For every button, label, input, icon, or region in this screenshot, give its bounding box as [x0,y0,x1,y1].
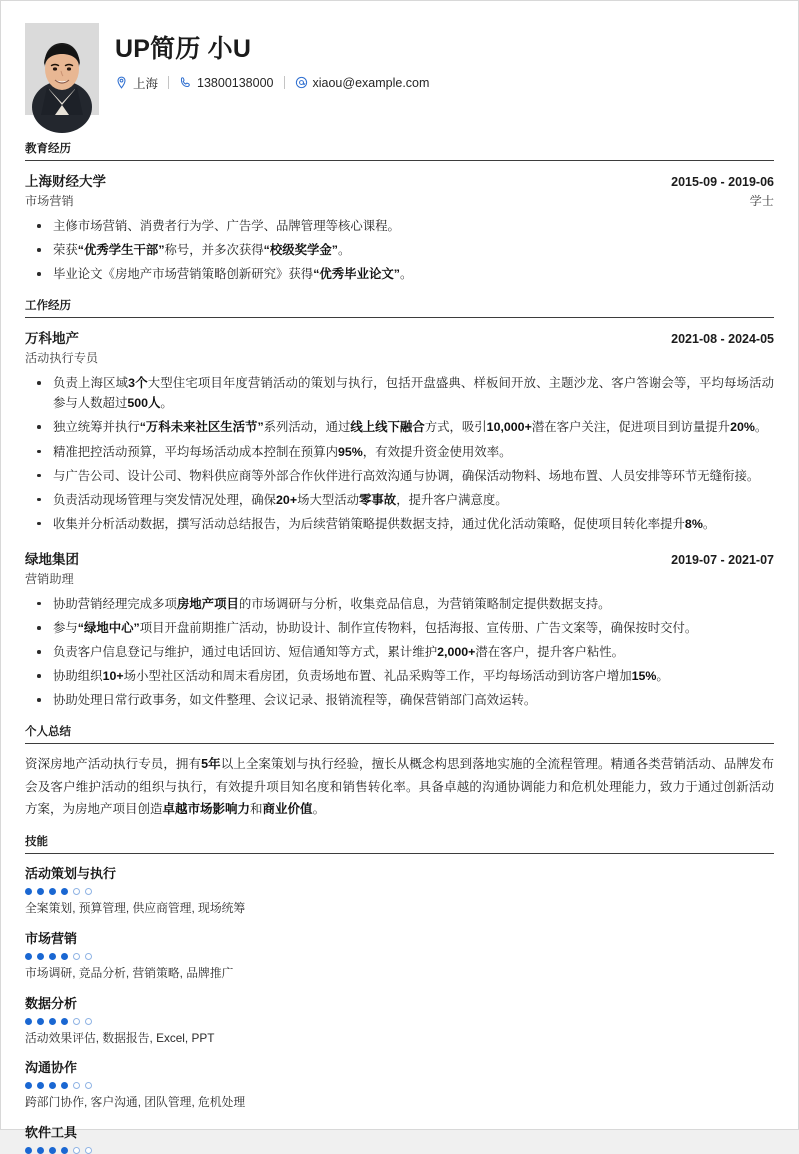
email-at-icon [295,76,308,89]
phone-icon [179,76,192,89]
skill-dot-empty [85,953,92,960]
skill-dot-filled [61,953,68,960]
resume-header [25,23,774,127]
section-title-education: 教育经历 [25,143,71,155]
skill-item [25,1122,774,1154]
skill-dot-filled [49,888,56,895]
work-date-range: 2019-07 - 2021-07 [671,552,774,567]
skill-dot-empty [85,1082,92,1089]
education-bullets [25,216,774,284]
skill-dot-filled [49,1147,56,1154]
list-item: 收集并分析活动数据，撰写活动总结报告，为后续营销策略提供数据支持，通过优化活动策略，促使项目转化率提升8%。 [25,514,774,534]
section-title-skills: 技能 [25,836,48,849]
skill-item [25,993,774,1048]
skill-tags: 跨部门协作, 客户沟通, 团队管理, 危机处理 [25,1095,246,1110]
skill-name: 软件工具 [25,1124,78,1140]
degree: 学士 [749,194,774,208]
skill-dot-filled [61,888,68,895]
skill-dot-empty [85,1147,92,1154]
list-item: 荣获“优秀学生干部”称号，并多次获得“校级奖学金”。 [25,240,774,260]
skill-dot-filled [61,1018,68,1025]
contact-email [295,76,430,90]
contact-email-value: xiaou@example.com [312,75,430,90]
list-item: 负责活动现场管理与突发情况处理，确保20+场大型活动零事故，提升客户满意度。 [25,490,774,510]
skill-name: 市场营销 [25,930,78,946]
skill-dot-filled [37,953,44,960]
contact-separator [168,76,169,89]
work-entry-sub [25,349,774,366]
skill-tags: 全案策划, 预算管理, 供应商管理, 现场统筹 [25,901,246,916]
section-title-summary: 个人总结 [25,726,71,739]
skill-level-dots [25,1018,774,1025]
skill-level-dots [25,1147,774,1154]
contact-row [115,74,429,92]
contact-separator [284,76,285,89]
list-item: 精准把控活动预算，平均每场活动成本控制在预算内95%，有效提升资金使用效率。 [25,442,774,462]
list-item: 负责客户信息登记与维护，通过电话回访、短信通知等方式，累计维护2,000+潜在客户，提升客户粘性。 [25,642,774,662]
work-bullets [25,594,774,710]
work-date-range: 2021-08 - 2024-05 [671,332,774,347]
section-title-work: 工作经历 [25,300,71,313]
skill-name: 沟通协作 [25,1060,78,1076]
work-entry-head [25,327,774,347]
section-divider [25,160,774,161]
skill-name: 活动策划与执行 [25,866,117,882]
education-entry [25,170,774,284]
skill-dot-filled [49,953,56,960]
company-name: 绿地集团 [25,551,79,567]
section-divider [25,743,774,744]
skill-dot-filled [37,888,44,895]
work-entry-head [25,548,774,568]
list-item: 负责上海区域3个大型住宅项目年度营销活动的策划与执行，包括开盘盛典、样板间开放、主题沙龙、客户答谢会等，平均每场活动参与人数超过500人。 [25,373,774,413]
section-divider [25,317,774,318]
section-work [25,297,774,710]
skill-dot-empty [73,1018,80,1025]
skill-dot-filled [37,1018,44,1025]
skill-level-dots [25,1082,774,1089]
skills-list [25,863,774,1154]
work-entry [25,327,774,534]
skill-dot-filled [49,1018,56,1025]
contact-phone [179,76,273,90]
major: 市场营销 [25,194,74,208]
skill-level-dots [25,888,774,895]
contact-location-value: 上海 [133,76,159,91]
school-name: 上海财经大学 [25,174,106,189]
list-item: 参与“绿地中心”项目开盘前期推广活动，协助设计、制作宣传物料，包括海报、宣传册、广告文案等，确保按时交付。 [25,618,774,638]
contact-location [115,74,158,92]
skill-dot-empty [85,1018,92,1025]
section-skills [25,833,774,1154]
section-summary [25,723,774,820]
skill-dot-filled [25,1018,32,1025]
skill-level-dots [25,953,774,960]
skill-tags: 市场调研, 竞品分析, 营销策略, 品牌推广 [25,965,234,980]
list-item: 主修市场营销、消费者行为学、广告学、品牌管理等核心课程。 [25,216,774,236]
skill-dot-filled [25,1147,32,1154]
skill-item [25,928,774,983]
skill-dot-filled [37,1147,44,1154]
list-item: 毕业论文《房地产市场营销策略创新研究》获得“优秀毕业论文”。 [25,264,774,284]
education-entry-sub [25,192,774,209]
list-item: 与广告公司、设计公司、物料供应商等外部合作伙伴进行高效沟通与协调，确保活动物料、场地布置、人员安排等环节无缝衔接。 [25,466,774,486]
skill-name: 数据分析 [25,995,78,1011]
skill-dot-empty [73,1147,80,1154]
skill-dot-filled [61,1082,68,1089]
page-title: UP简历 小U [115,35,252,63]
contact-phone-value: 13800138000 [197,75,274,90]
list-item: 独立统筹并执行“万科未来社区生活节”系列活动，通过线上线下融合方式，吸引10,000+潜在客户关注，促进项目到访量提升20%。 [25,417,774,437]
skill-tags: 活动效果评估, 数据报告, Excel, PPT [25,1030,215,1045]
list-item: 协助处理日常行政事务，如文件整理、会议记录、报销流程等，确保营销部门高效运转。 [25,690,774,710]
list-item: 协助组织10+场小型社区活动和周末看房团，负责场地布置、礼品采购等工作，平均每场活动到访客户增加15%。 [25,666,774,686]
education-entry-head [25,170,774,190]
list-item: 协助营销经理完成多项房地产项目的市场调研与分析，收集竞品信息，为营销策略制定提供数据支持。 [25,594,774,614]
skill-dot-filled [49,1082,56,1089]
identity-block [115,23,429,92]
company-name: 万科地产 [25,331,79,347]
skill-dot-filled [61,1147,68,1154]
skill-dot-filled [37,1082,44,1089]
section-divider [25,853,774,854]
location-pin-icon [115,76,128,89]
skill-dot-empty [85,888,92,895]
job-title: 营销助理 [25,571,74,586]
summary-text: 资深房地产活动执行专员，拥有5年以上全案策划与执行经验，擅长从概念构思到落地实施的全流程管理。精通各类营销活动、品牌发布会及客户维护活动的组织与执行，有效提升项目知名度和销售转化率。具备卓越的沟通协调能力和危机处理能力，致力于通过创新活动方案，为房地产项目创造卓越市场影响力和商业价值。 [25,757,774,816]
section-education [25,140,774,284]
profile-photo [25,23,99,115]
skill-item [25,863,774,918]
skill-dot-filled [25,1082,32,1089]
work-bullets [25,373,774,534]
skill-dot-empty [73,953,80,960]
job-title: 活动执行专员 [25,351,99,366]
skill-dot-filled [25,888,32,895]
work-entry-sub [25,570,774,587]
work-entry [25,548,774,710]
education-date-range: 2015-09 - 2019-06 [671,175,774,189]
skill-dot-empty [73,1082,80,1089]
skill-item [25,1057,774,1112]
skill-dot-filled [25,953,32,960]
skill-dot-empty [73,888,80,895]
